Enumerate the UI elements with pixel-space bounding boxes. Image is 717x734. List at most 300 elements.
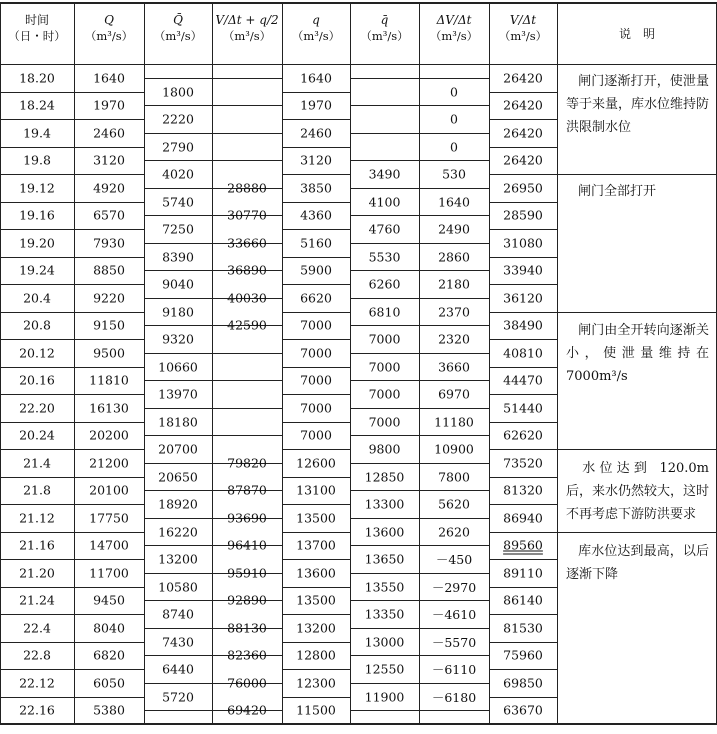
row-divider: [144, 463, 212, 464]
row-divider: [0, 587, 74, 588]
row-divider: [144, 215, 212, 216]
time-cell: 19.12: [19, 180, 55, 196]
row-divider: [0, 284, 74, 285]
inflow-mean-cell: 1800: [162, 84, 194, 99]
inflow-mean-cell: 7430: [162, 634, 194, 649]
row-divider: [0, 174, 74, 175]
row-divider: [144, 490, 212, 491]
row-divider: [350, 215, 419, 216]
storage-cell: 26420: [503, 97, 543, 113]
inflow-mean-cell: 13970: [158, 386, 198, 402]
time-cell: 22.8: [23, 647, 51, 663]
row-divider: [0, 202, 74, 203]
row-divider: [74, 92, 144, 93]
row-divider: [419, 655, 489, 656]
row-divider: [74, 394, 144, 395]
outflow-cell: 5900: [300, 262, 332, 278]
outflow-cell: 13700: [296, 537, 336, 553]
inflow-cell: 9150: [93, 317, 125, 333]
storage-cell: 89560: [503, 537, 543, 553]
row-divider: [74, 559, 144, 560]
row-divider: [144, 518, 212, 519]
row-divider: [74, 614, 144, 615]
row-divider: [419, 105, 489, 106]
row-divider: [282, 477, 350, 478]
row-divider: [0, 257, 74, 258]
inflow-mean-cell: 8390: [162, 249, 194, 264]
row-divider: [489, 257, 557, 258]
row-divider: [74, 422, 144, 423]
storage-plus-half-q-cell: 87870: [227, 482, 267, 498]
inflow-mean-cell: 16220: [158, 524, 198, 539]
row-divider: [0, 394, 74, 395]
row-divider: [0, 697, 74, 698]
row-divider: [212, 160, 282, 161]
header-delta-storage: ΔV/Δt （m³/s）: [429, 13, 479, 43]
delta-storage-cell: 2320: [438, 331, 470, 347]
row-divider: [282, 119, 350, 120]
row-divider: [350, 380, 419, 381]
outflow-mean-cell: 5530: [368, 249, 401, 264]
row-divider: [282, 504, 350, 505]
remark-3: 闸门由全开转向逐渐关小，使泄量维持在7000m³/s: [566, 323, 709, 384]
row-divider: [419, 710, 489, 711]
outflow-cell: 7000: [300, 400, 332, 416]
outflow-cell: 12600: [296, 455, 336, 471]
row-divider: [74, 202, 144, 203]
header-q-inflow-mean: Q̄ （m³/s）: [153, 13, 203, 43]
delta-storage-cell: 0: [450, 111, 458, 127]
row-divider: [419, 408, 489, 409]
outflow-mean-cell: 4100: [368, 194, 401, 209]
delta-storage-cell: 7800: [438, 469, 470, 484]
row-divider: [74, 449, 144, 450]
row-divider: [282, 312, 350, 313]
row-divider: [0, 339, 74, 340]
row-divider: [419, 435, 489, 436]
row-divider: [282, 642, 350, 643]
inflow-cell: 8850: [93, 262, 125, 278]
time-cell: 21.12: [19, 510, 55, 526]
row-divider: [74, 284, 144, 285]
storage-plus-half-q-cell: 69420: [227, 702, 267, 718]
inflow-mean-cell: 10660: [158, 359, 198, 374]
delta-storage-cell: 2180: [438, 276, 470, 292]
outflow-mean-cell: 6260: [368, 276, 401, 292]
time-cell: 19.24: [19, 262, 55, 278]
row-divider: [74, 339, 144, 340]
storage-plus-half-q-cell: 33660: [227, 235, 267, 251]
row-divider: [489, 339, 557, 340]
column-divider: [350, 2, 351, 724]
inflow-cell: 1640: [93, 70, 125, 86]
row-divider: [489, 669, 557, 670]
header-bottom-border: [0, 64, 717, 65]
row-divider: [419, 325, 489, 326]
delta-storage-cell: 2490: [438, 221, 470, 237]
row-divider: [489, 367, 557, 368]
outflow-mean-cell: 13650: [364, 551, 405, 567]
row-divider: [489, 202, 557, 203]
row-divider: [282, 449, 350, 450]
row-divider: [0, 92, 74, 93]
outflow-cell: 11500: [296, 702, 336, 718]
row-divider: [350, 710, 419, 711]
time-cell: 19.16: [19, 207, 55, 223]
row-divider: [74, 119, 144, 120]
row-divider: [489, 587, 557, 588]
storage-plus-half-q-cell: 36890: [227, 262, 267, 278]
delta-storage-cell: 11180: [434, 414, 474, 429]
time-cell: 22.12: [19, 675, 55, 691]
delta-storage-cell: －6180: [431, 689, 477, 705]
outflow-cell: 13600: [296, 565, 336, 581]
storage-cell: 89110: [503, 565, 543, 581]
outflow-cell: 13500: [296, 510, 336, 526]
row-divider: [489, 394, 557, 395]
storage-cell: 75960: [503, 647, 543, 663]
outflow-mean-cell: 9800: [368, 441, 401, 457]
inflow-cell: 21200: [89, 455, 129, 471]
storage-plus-half-q-cell: 93690: [227, 510, 267, 526]
row-divider: [350, 298, 419, 299]
remark-1: 闸门逐渐打开，使泄量等于来量，库水位维持防洪限制水位: [566, 74, 710, 135]
time-cell: 21.4: [23, 455, 51, 471]
row-divider: [144, 105, 212, 106]
remark-2: 闸门全部打开: [578, 184, 657, 199]
inflow-mean-cell: 2790: [162, 139, 194, 154]
row-divider: [0, 504, 74, 505]
row-divider: [419, 683, 489, 684]
time-cell: 18.24: [19, 97, 55, 113]
storage-cell: 62620: [503, 427, 543, 443]
inflow-cell: 8040: [93, 620, 125, 636]
column-divider: [144, 2, 145, 724]
row-divider: [74, 587, 144, 588]
row-divider: [419, 628, 489, 629]
inflow-cell: 11810: [89, 372, 129, 388]
inflow-cell: 14700: [89, 537, 129, 553]
row-divider: [74, 642, 144, 643]
row-divider: [212, 133, 282, 134]
time-cell: 20.16: [19, 372, 55, 388]
delta-storage-cell: －4610: [431, 607, 477, 622]
time-cell: 20.8: [23, 317, 51, 333]
storage-plus-half-q-cell: 40030: [227, 290, 267, 306]
row-divider: [144, 298, 212, 299]
row-divider: [74, 257, 144, 258]
outflow-cell: 2460: [300, 125, 332, 141]
storage-cell: 33940: [503, 262, 543, 278]
row-divider: [74, 532, 144, 533]
outflow-mean-cell: 12850: [364, 469, 405, 484]
storage-plus-half-q-cell: 79820: [227, 455, 267, 471]
row-divider: [350, 353, 419, 354]
row-divider: [419, 518, 489, 519]
row-divider: [419, 188, 489, 189]
outflow-mean-cell: 6810: [368, 304, 401, 319]
storage-cell: 86140: [503, 592, 543, 608]
time-cell: 21.16: [19, 537, 55, 553]
inflow-cell: 6050: [93, 675, 125, 691]
outflow-mean-cell: 7000: [368, 359, 401, 374]
row-divider: [144, 380, 212, 381]
delta-storage-cell: 10900: [434, 441, 474, 457]
header-remarks: 说 明: [618, 27, 655, 41]
row-divider: [0, 449, 74, 450]
storage-cell: 51440: [503, 400, 543, 416]
row-divider: [350, 160, 419, 161]
header-storage-plus-half-q: V/Δt + q/2 （m³/s）: [215, 13, 279, 43]
row-divider: [419, 600, 489, 601]
row-divider: [282, 92, 350, 93]
row-divider: [489, 229, 557, 230]
row-divider: [0, 312, 74, 313]
row-divider: [419, 298, 489, 299]
outflow-cell: 6620: [300, 290, 332, 306]
column-divider: [557, 2, 558, 724]
delta-storage-cell: 5620: [438, 496, 470, 512]
storage-cell: 31080: [503, 235, 543, 251]
row-divider: [212, 105, 282, 106]
outflow-mean-cell: 11900: [364, 689, 405, 704]
time-cell: 22.16: [19, 702, 55, 718]
row-divider: [489, 614, 557, 615]
storage-cell: 73520: [503, 455, 543, 471]
row-divider: [282, 229, 350, 230]
outflow-cell: 7000: [300, 317, 332, 333]
remark-divider: [557, 449, 716, 450]
row-divider: [350, 105, 419, 106]
row-divider: [282, 669, 350, 670]
inflow-cell: 20200: [89, 427, 129, 443]
inflow-mean-cell: 9320: [162, 331, 194, 347]
inflow-mean-cell: 9040: [162, 276, 194, 292]
row-divider: [350, 655, 419, 656]
inflow-cell: 6820: [93, 647, 125, 663]
row-divider: [489, 147, 557, 148]
row-divider: [350, 573, 419, 574]
row-divider: [144, 683, 212, 684]
inflow-mean-cell: 18180: [158, 414, 198, 429]
row-divider: [144, 710, 212, 711]
storage-plus-half-q-cell: 28880: [227, 180, 267, 196]
row-divider: [489, 422, 557, 423]
storage-plus-half-q-cell: 82360: [227, 647, 267, 663]
row-divider: [419, 160, 489, 161]
row-divider: [282, 202, 350, 203]
storage-cell: 38490: [503, 317, 543, 333]
row-divider: [144, 188, 212, 189]
outflow-cell: 13200: [296, 620, 336, 636]
row-divider: [489, 642, 557, 643]
row-divider: [144, 435, 212, 436]
row-divider: [74, 669, 144, 670]
time-cell: 19.8: [23, 152, 51, 168]
header-q-outflow-mean: q̄ （m³/s）: [360, 13, 409, 43]
delta-storage-cell: －2970: [431, 579, 477, 595]
outflow-cell: 13500: [296, 592, 336, 608]
row-divider: [282, 559, 350, 560]
delta-storage-cell: 1640: [438, 194, 470, 209]
remark-4: 水位达到 120.0m 后，来水仍然较大，这时不再考虑下游防洪要求: [566, 461, 710, 522]
delta-storage-cell: 3660: [438, 359, 470, 374]
row-divider: [282, 284, 350, 285]
outflow-cell: 1970: [300, 97, 332, 113]
outflow-mean-cell: 13000: [364, 634, 405, 649]
inflow-mean-cell: 20650: [158, 469, 198, 484]
storage-plus-half-q-cell: 76000: [227, 675, 267, 691]
delta-storage-cell: －6110: [431, 662, 477, 677]
outflow-mean-cell: 12550: [364, 661, 405, 677]
inflow-mean-cell: 7250: [162, 221, 194, 237]
row-divider: [282, 697, 350, 698]
row-divider: [0, 642, 74, 643]
row-divider: [419, 243, 489, 244]
row-divider: [489, 92, 557, 93]
inflow-mean-cell: 4020: [162, 166, 194, 182]
row-divider: [144, 353, 212, 354]
delta-storage-cell: －5570: [431, 634, 477, 650]
row-divider: [144, 655, 212, 656]
inflow-cell: 20100: [89, 482, 129, 498]
storage-cell: 44470: [503, 372, 543, 388]
row-divider: [0, 229, 74, 230]
row-divider: [144, 325, 212, 326]
delta-storage-cell: 530: [442, 166, 466, 182]
row-divider: [74, 174, 144, 175]
row-divider: [489, 697, 557, 698]
time-cell: 18.20: [19, 70, 55, 86]
remark-divider: [557, 532, 716, 533]
storage-cell: 26420: [503, 125, 543, 141]
time-cell: 19.20: [19, 235, 55, 251]
outflow-mean-cell: 7000: [368, 386, 401, 402]
row-divider: [350, 490, 419, 491]
header-q-outflow: q （m³/s）: [291, 13, 341, 43]
column-divider: [282, 2, 283, 724]
row-divider: [212, 78, 282, 79]
row-divider: [144, 270, 212, 271]
row-divider: [144, 600, 212, 601]
row-divider: [419, 215, 489, 216]
row-divider: [282, 339, 350, 340]
row-divider: [282, 367, 350, 368]
row-divider: [419, 490, 489, 491]
row-divider: [419, 573, 489, 574]
inflow-cell: 6570: [93, 207, 125, 223]
row-divider: [282, 147, 350, 148]
row-divider: [350, 628, 419, 629]
outflow-cell: 5160: [300, 235, 332, 251]
storage-plus-half-q-cell: 88130: [227, 620, 267, 636]
row-divider: [282, 614, 350, 615]
outflow-mean-cell: 7000: [368, 331, 401, 347]
outflow-mean-cell: 7000: [368, 414, 401, 429]
column-divider: [74, 2, 75, 724]
row-divider: [212, 353, 282, 354]
storage-cell: 26420: [503, 70, 543, 86]
row-divider: [282, 394, 350, 395]
column-divider: [419, 2, 420, 724]
row-divider: [489, 532, 557, 533]
outflow-mean-cell: 13550: [364, 579, 405, 594]
row-divider: [419, 270, 489, 271]
row-divider: [350, 600, 419, 601]
row-divider: [144, 628, 212, 629]
header-storage: V/Δt （m³/s）: [498, 13, 548, 43]
row-divider: [350, 325, 419, 326]
storage-plus-half-q-cell: 92890: [227, 592, 267, 608]
row-divider: [350, 133, 419, 134]
inflow-mean-cell: 13200: [158, 551, 198, 567]
row-divider: [212, 408, 282, 409]
inflow-cell: 3120: [93, 152, 125, 168]
row-divider: [0, 669, 74, 670]
row-divider: [0, 367, 74, 368]
table-bottom-border: [0, 723, 717, 725]
row-divider: [0, 559, 74, 560]
inflow-mean-cell: 10580: [158, 579, 198, 594]
row-divider: [282, 532, 350, 533]
time-cell: 20.12: [19, 345, 55, 361]
inflow-mean-cell: 2220: [162, 111, 194, 127]
inflow-mean-cell: 8740: [162, 606, 194, 622]
delta-storage-cell: 0: [450, 139, 458, 154]
row-divider: [74, 229, 144, 230]
storage-cell: 63670: [503, 702, 543, 718]
row-divider: [350, 270, 419, 271]
row-divider: [489, 312, 557, 313]
row-divider: [419, 380, 489, 381]
storage-plus-half-q-cell: 42590: [227, 317, 267, 333]
row-divider: [350, 408, 419, 409]
row-divider: [489, 174, 557, 175]
storage-cell: 28590: [503, 207, 543, 223]
inflow-cell: 16130: [89, 400, 129, 416]
column-divider: [0, 2, 1, 724]
storage-cell: 81320: [503, 482, 543, 498]
row-divider: [350, 243, 419, 244]
time-cell: 22.20: [19, 400, 55, 416]
remark-divider: [557, 174, 716, 175]
inflow-cell: 9450: [93, 592, 125, 608]
row-divider: [489, 477, 557, 478]
outflow-mean-cell: 13350: [364, 606, 405, 622]
row-divider: [0, 422, 74, 423]
header-time: 时间 （日・时）: [8, 13, 66, 43]
storage-plus-half-q-cell: 95910: [227, 565, 267, 581]
inflow-cell: 5380: [93, 702, 125, 718]
inflow-mean-cell: 18920: [158, 496, 198, 512]
outflow-mean-cell: 3490: [368, 166, 401, 182]
row-divider: [350, 435, 419, 436]
outflow-cell: 3120: [300, 152, 332, 168]
outflow-cell: 4360: [300, 207, 332, 223]
time-cell: 19.4: [23, 125, 51, 141]
row-divider: [212, 380, 282, 381]
row-divider: [489, 284, 557, 285]
time-cell: 21.20: [19, 565, 55, 581]
column-divider: [489, 2, 490, 724]
row-divider: [144, 160, 212, 161]
time-cell: 20.24: [19, 427, 55, 443]
outflow-cell: 7000: [300, 427, 332, 443]
row-divider: [144, 545, 212, 546]
row-divider: [144, 408, 212, 409]
delta-storage-cell: 2860: [438, 249, 470, 264]
row-divider: [419, 78, 489, 79]
